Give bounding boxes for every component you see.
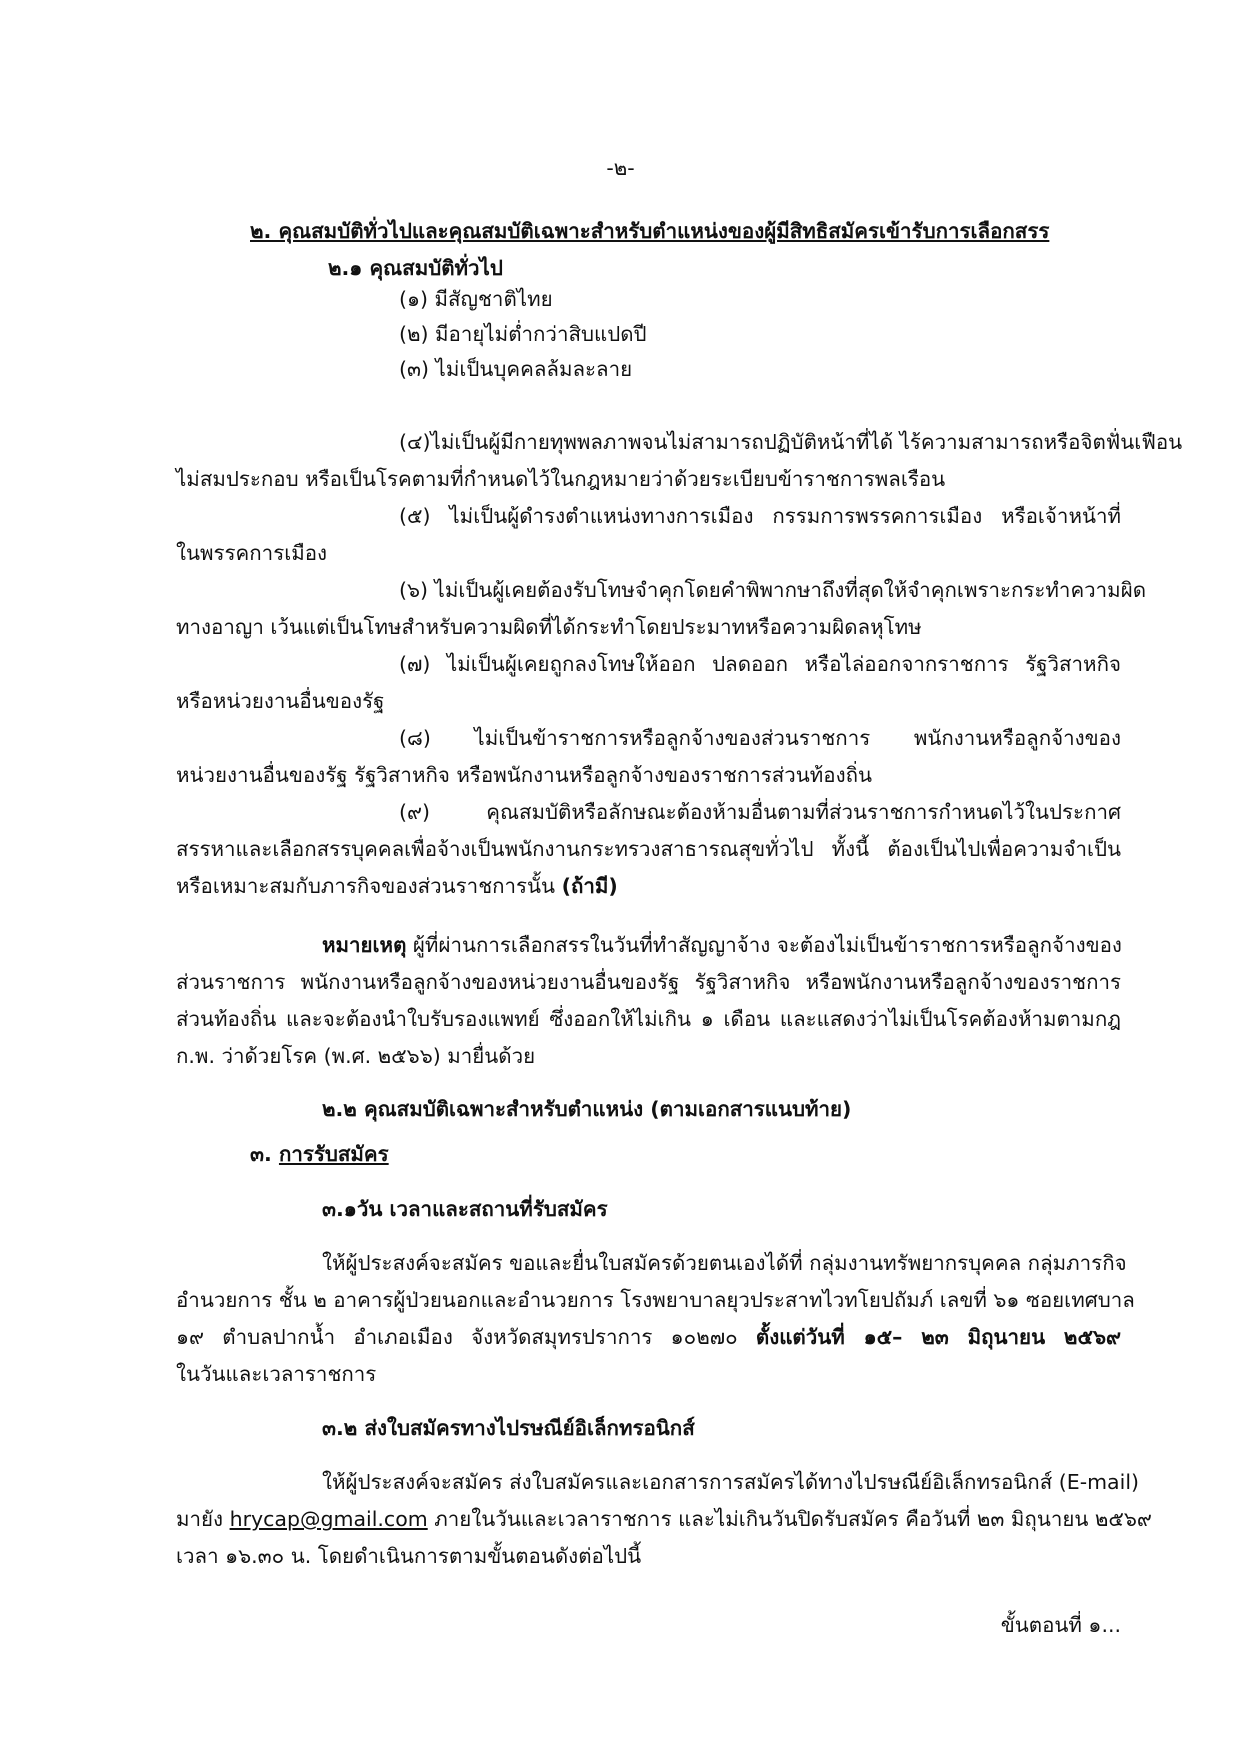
- item-9-if-any: (ถ้ามี): [561, 874, 618, 898]
- item-9-line-3-text: หรือเหมาะสมกับภารกิจของส่วนราชการนั้น: [176, 874, 556, 898]
- item-4-line-1: (๔)ไม่เป็นผู้มีกายทุพพลภาพจนไม่สามารถปฏิบัติหน้าที่ได้ ไร้ความสามารถหรือจิตฟั่นเฟือน: [399, 430, 1183, 454]
- section-3-1-line-3: [176, 1319, 1121, 1356]
- item-1: (๑) มีสัญชาติไทย: [399, 287, 553, 311]
- note-line-1: [322, 927, 1121, 964]
- section-2-2-heading: ๒.๒ คุณสมบัติเฉพาะสำหรับตำแหน่ง (ตามเอกสารแนบท้าย): [322, 1097, 852, 1121]
- item-5-line-1: (๕) ไม่เป็นผู้ดำรงตำแหน่งทางการเมือง กรรมการพรรคการเมือง หรือเจ้าหน้าที่: [399, 504, 1121, 528]
- email-link[interactable]: hrycap@gmail.com: [229, 1507, 428, 1531]
- section-3-heading: [250, 1136, 389, 1173]
- note-line-4: ก.พ. ว่าด้วยโรค (พ.ศ. ๒๕๖๖) มายื่นด้วย: [176, 1044, 536, 1068]
- item-8-line-1: (๘) ไม่เป็นข้าราชการหรือลูกจ้างของส่วนราชการ พนักงานหรือลูกจ้างของ: [399, 726, 1121, 750]
- section-3-2-line-2: [176, 1501, 1152, 1538]
- note-line-1-text: ผู้ที่ผ่านการเลือกสรรในวันที่ทำสัญญาจ้าง จะต้องไม่เป็นข้าราชการหรือลูกจ้างของ: [412, 933, 1122, 957]
- section-3-1-line-2: อำนวยการ ชั้น ๒ อาคารผู้ป่วยนอกและอำนวยการ โรงพยาบาลยุวประสาทไวทโยปถัมภ์ เลขที่ ๖๑ ซอยเทศบาล: [176, 1288, 1135, 1312]
- note-label: หมายเหตุ: [322, 933, 407, 957]
- item-9-line-3: [176, 868, 618, 905]
- section-3-2-line-1: ให้ผู้ประสงค์จะสมัคร ส่งใบสมัครและเอกสารการสมัครได้ทางไปรษณีย์อิเล็กทรอนิกส์ (E-mail): [322, 1470, 1140, 1494]
- item-6-line-1: (๖) ไม่เป็นผู้เคยต้องรับโทษจำคุกโดยคำพิพากษาถึงที่สุดให้จำคุกเพราะกระทำความผิด: [399, 578, 1147, 602]
- section-3-1-heading: ๓.๑วัน เวลาและสถานที่รับสมัคร: [322, 1197, 608, 1221]
- application-period: ตั้งแต่วันที่ ๑๕– ๒๓ มิถุนายน ๒๕๖๙: [755, 1325, 1121, 1349]
- section-3-1-line-4: ในวันและเวลาราชการ: [176, 1362, 377, 1386]
- note-line-2: ส่วนราชการ พนักงานหรือลูกจ้างของหน่วยงานอื่นของรัฐ รัฐวิสาหกิจ หรือพนักงานหรือลูกจ้างของราชการ: [176, 970, 1121, 994]
- item-4-line-2: ไม่สมประกอบ หรือเป็นโรคตามที่กำหนดไว้ในกฎหมายว่าด้วยระเบียบข้าราชการพลเรือน: [176, 467, 946, 491]
- item-7-line-2: หรือหน่วยงานอื่นของรัฐ: [176, 689, 385, 713]
- section-3-1-line-1: ให้ผู้ประสงค์จะสมัคร ขอและยื่นใบสมัครด้วยตนเองได้ที่ กลุ่มงานทรัพยากรบุคคล กลุ่มภารกิจ: [322, 1251, 1127, 1275]
- item-6-line-2: ทางอาญา เว้นแต่เป็นโทษสำหรับความผิดที่ได้กระทำโดยประมาทหรือความผิดลหุโทษ: [176, 615, 922, 639]
- section-3-2-line-2-b: ภายในวันและเวลาราชการ และไม่เกินวันปิดรับสมัคร คือวันที่ ๒๓ มิถุนายน ๒๕๖๙: [434, 1507, 1152, 1531]
- section-3-2-heading: ๓.๒ ส่งใบสมัครทางไปรษณีย์อิเล็กทรอนิกส์: [322, 1416, 695, 1440]
- item-9-line-2: สรรหาและเลือกสรรบุคคลเพื่อจ้างเป็นพนักงานกระทรวงสาธารณสุขทั่วไป ทั้งนี้ ต้องเป็นไปเพื่อความจำเป็น: [176, 837, 1121, 861]
- item-9-line-1: (๙) คุณสมบัติหรือลักษณะต้องห้ามอื่นตามที่ส่วนราชการกำหนดไว้ในประกาศ: [399, 800, 1121, 824]
- item-7-line-1: (๗) ไม่เป็นผู้เคยถูกลงโทษให้ออก ปลดออก หรือไล่ออกจากราชการ รัฐวิสาหกิจ: [399, 652, 1121, 676]
- section-3-number: ๓.: [250, 1142, 272, 1166]
- item-5-line-2: ในพรรคการเมือง: [176, 541, 328, 565]
- page-number: -๒-: [606, 156, 635, 180]
- section-3-title: การรับสมัคร: [278, 1142, 389, 1166]
- section-2-1-heading: ๒.๑ คุณสมบัติทั่วไป: [328, 256, 503, 280]
- section-3-2-line-2-a: มายัง: [176, 1507, 224, 1531]
- item-3: (๓) ไม่เป็นบุคคลล้มละลาย: [399, 357, 633, 381]
- section-2-heading: ๒. คุณสมบัติทั่วไปและคุณสมบัติเฉพาะสำหรับตำแหน่งของผู้มีสิทธิสมัครเข้ารับการเลือกสรร: [250, 219, 1050, 243]
- note-line-3: ส่วนท้องถิ่น และจะต้องนำใบรับรองแพทย์ ซึ่งออกให้ไม่เกิน ๑ เดือน และแสดงว่าไม่เป็นโรคต้องห้ามตามกฎ: [176, 1007, 1121, 1031]
- section-3-1-line-3-text: ๑๙ ตำบลปากน้ำ อำเภอเมือง จังหวัดสมุทรปราการ ๑๐๒๗๐: [176, 1325, 738, 1349]
- section-3-2-line-3: เวลา ๑๖.๓๐ น. โดยดำเนินการตามขั้นตอนดังต่อไปนี้: [176, 1544, 642, 1568]
- next-page-continuation: ขั้นตอนที่ ๑...: [1000, 1613, 1121, 1637]
- item-2: (๒) มีอายุไม่ต่ำกว่าสิบแปดปี: [399, 322, 647, 346]
- item-8-line-2: หน่วยงานอื่นของรัฐ รัฐวิสาหกิจ หรือพนักงานหรือลูกจ้างของราชการส่วนท้องถิ่น: [176, 763, 873, 787]
